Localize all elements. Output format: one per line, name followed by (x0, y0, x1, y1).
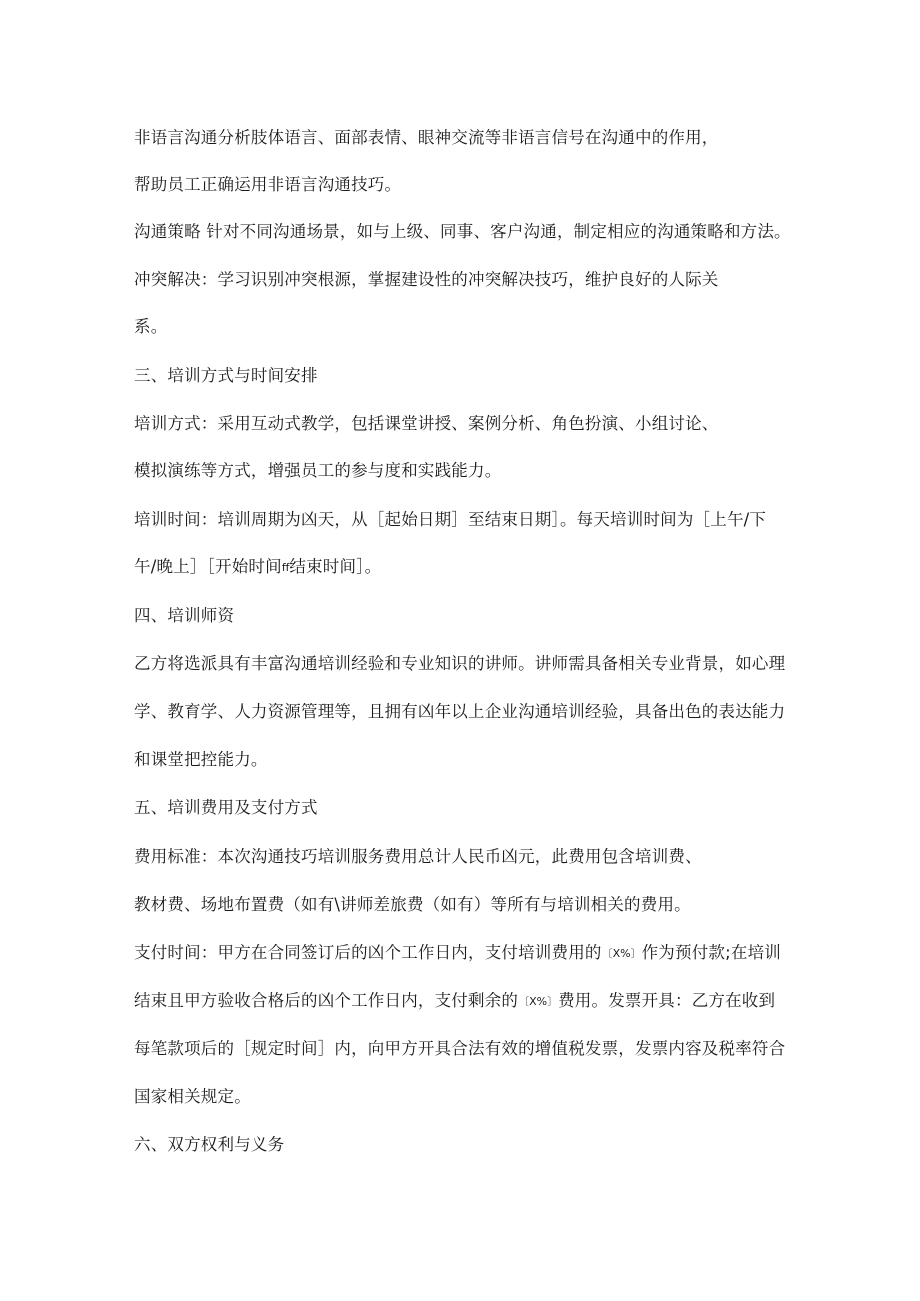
section-heading-4: 四、培训师资 (134, 606, 235, 625)
tilde-glyph: ff (281, 561, 290, 574)
section-heading-6: 六、双方权利与义务 (134, 1135, 285, 1154)
paragraph-line: 学、教育学、人力资源管理等，且拥有凶年以上企业沟通培训经验，具备出色的表达能力 (134, 702, 786, 721)
paragraph-line: 费用标准：本次沟通技巧培训服务费用总计人民币凶元，此费用包含培训费、 (134, 847, 702, 866)
paragraph-line: 和课堂把控能力。 (134, 750, 268, 769)
paragraph-line (134, 941, 781, 966)
paragraph-line: 培训方式：采用互动式教学，包括课堂讲授、案例分析、角色扮演、小组讨论、 (134, 414, 719, 433)
paragraph-line: 沟通策略 针对不同沟通场景，如与上级、同事、客户沟通，制定相应的沟通策略和方法。 (134, 222, 791, 241)
section-heading-5: 五、培训费用及支付方式 (134, 798, 318, 817)
paragraph-line: 教材费、场地布置费（如有\讲师差旅费（如有）等所有与培训相关的费用。 (134, 895, 691, 914)
paragraph-line: 非语言沟通分析肢体语言、面部表情、眼神交流等非语言信号在沟通中的作用， (134, 128, 719, 147)
paragraph-line: 系。 (134, 317, 168, 336)
section-heading-3: 三、培训方式与时间安排 (134, 366, 318, 385)
line-segment: 费用。发票开具：乙方在收到 (558, 991, 776, 1010)
paragraph-line: 每笔款项后的［规定时间］内，向甲方开具合法有效的增值税发票，发票内容及税率符合 (134, 1039, 786, 1058)
paragraph-line (134, 555, 381, 580)
line-segment: 作为预付款;在培训 (641, 943, 781, 962)
line-segment: 结束时间］。 (289, 557, 382, 576)
paragraph-line: 冲突解决：学习识别冲突根源，掌握建设性的冲突解决技巧，维护良好的人际关 (134, 270, 719, 289)
paragraph-line (134, 989, 775, 1014)
paragraph-line: 国家相关规定。 (134, 1087, 251, 1106)
line-segment: 午/晚上］［开始时间 (134, 557, 282, 576)
line-segment: 结束且甲方验收合格后的凶个工作日内，支付剩余的 (134, 991, 519, 1010)
paragraph-line: 帮助员工正确运用非语言沟通技巧。 (134, 175, 402, 194)
line-segment: 支付时间：甲方在合同签订后的凶个工作日内，支付培训费用的 (134, 943, 602, 962)
percent-placeholder: 〔X%〕 (601, 947, 642, 960)
percent-placeholder: 〔X%〕 (518, 995, 559, 1008)
paragraph-line: 乙方将选派具有丰富沟通培训经验和专业知识的讲师。讲师需具备相关专业背景，如心理 (134, 654, 786, 673)
paragraph-line: 培训时间：培训周期为凶天，从［起始日期］至结束日期］。每天培训时间为［上午/下 (134, 510, 767, 529)
paragraph-line: 模拟演练等方式，增强员工的参与度和实践能力。 (134, 461, 502, 480)
